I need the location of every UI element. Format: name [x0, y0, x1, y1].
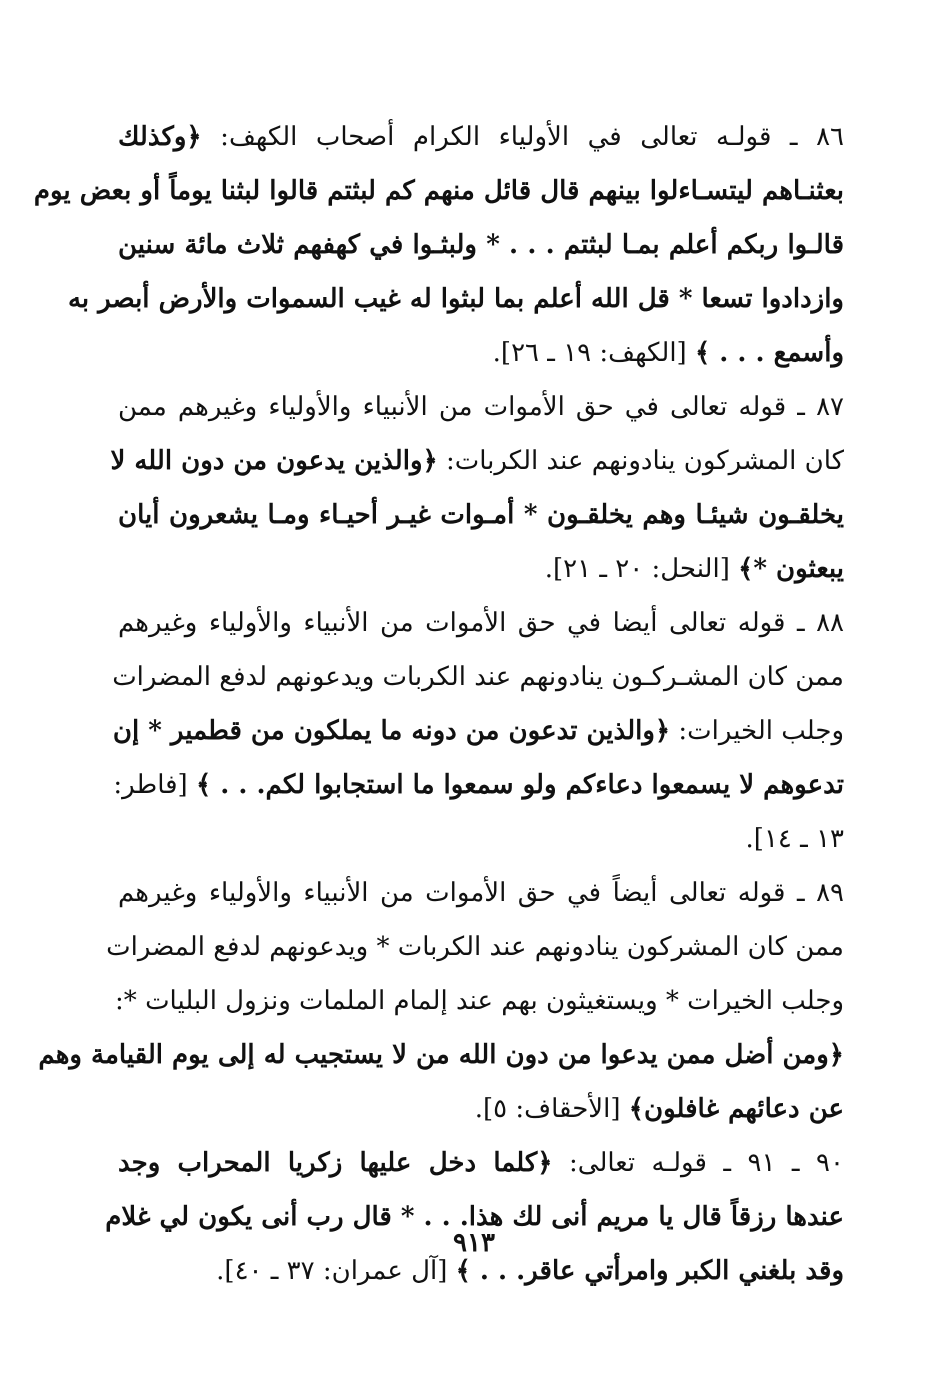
text-run: ٨٦ ـ قولـه تعالى في الأولياء الكرام أصحاب الكهف:: [201, 122, 844, 152]
citation: [آل عمران: ٣٧ ـ ٤٠].: [216, 1256, 456, 1286]
text-run: ٩٠ ـ ٩١ ـ قولـه تعالى:: [552, 1148, 844, 1178]
text-run: كان المشركون ينادونهم عند الكربات:: [437, 446, 844, 476]
text-line: [118, 596, 844, 650]
text-line: [33, 164, 844, 218]
text-line: [112, 650, 844, 704]
page-body: [33, 110, 844, 1298]
quran-text: ﴿ومن أضل ممن يدعوا من دون الله من لا يستجيب له إلى يوم القيامة وهم: [38, 1040, 844, 1070]
page-number: ٩١٣: [453, 1228, 495, 1258]
text-line: [118, 812, 844, 866]
text-line: [110, 434, 844, 488]
quran-text: ﴿والذين يدعون من دون الله لا: [110, 446, 438, 476]
text-run: ممن كان المشركون ينادونهم عند الكربات * ويدعونهم لدفع المضرات: [106, 932, 844, 962]
text-line: [38, 1028, 844, 1082]
text-line: [118, 488, 844, 542]
text-line: [115, 974, 844, 1028]
quran-text: ﴿كلما دخل عليها زكريا المحراب وجد: [118, 1148, 553, 1178]
quran-text: يخلقـون شيئـا وهم يخلقـون * أمـوات غيـر أحيـاء ومـا يشعرون أيان: [118, 500, 844, 530]
quran-text: ﴿وكذلك: [118, 122, 202, 152]
quran-text: قالـوا ربكم أعلم بمـا لبثتم . . . * ولبثـوا في كهفهم ثلاث مائة سنين: [118, 230, 844, 260]
text-line: [118, 380, 844, 434]
text-run: ٨٧ ـ قوله تعالى في حق الأموات من الأنبياء والأولياء وغيرهم ممن: [118, 392, 844, 422]
text-line: [67, 272, 844, 326]
text-line: [106, 920, 844, 974]
quran-text: وقد بلغني الكبر وامرأتي عاقر. . . ﴾: [455, 1256, 844, 1286]
quran-text: ﴿والذين تدعون من دونه ما يملكون من قطمير * إن: [112, 716, 671, 746]
text-run: ٨٨ ـ قوله تعالى أيضا في حق الأموات من الأنبياء والأولياء وغيرهم: [118, 608, 844, 638]
text-run: ٨٩ ـ قوله تعالى أيضاً في حق الأموات من الأنبياء والأولياء وغيرهم: [118, 878, 844, 908]
paragraph-87: [110, 380, 844, 596]
text-line: [118, 218, 844, 272]
quran-text: وازدادوا تسعا * قل الله أعلم بما لبثوا له غيب السموات والأرض أبصر به: [67, 284, 844, 314]
text-line: [118, 542, 844, 596]
text-run: وجلب الخيرات * ويستغيثون بهم عند إلمام الملمات ونزول البليات *:: [115, 986, 844, 1016]
text-line: [118, 866, 844, 920]
paragraph-89: [38, 866, 844, 1136]
text-line: [113, 758, 844, 812]
text-run: وجلب الخيرات:: [670, 716, 844, 746]
quran-text: يبعثون *﴾: [738, 554, 844, 584]
text-line: [112, 704, 844, 758]
quran-text: عن دعائهم غافلون﴾: [628, 1094, 844, 1124]
text-line: [118, 1082, 844, 1136]
quran-text: عندها رزقاً قال يا مريم أنى لك هذا. . . * قال رب أنى يكون لي غلام: [105, 1202, 844, 1232]
citation: [النحل: ٢٠ ـ ٢١].: [544, 554, 739, 584]
quran-text: بعثنـاهم ليتسـاءلوا بينهم قال قائل منهم كم لبثتم قالوا لبثنا يوماً أو بعض يوم: [33, 176, 844, 206]
quran-text: تدعوهم لا يسمعوا دعاءكم ولو سمعوا ما استجابوا لكم. . . ﴾: [195, 770, 844, 800]
text-run: ممن كان المشـركـون ينادونهم عند الكربات ويدعونهم لدفع المضرات: [112, 662, 844, 692]
citation: [فاطر:: [113, 770, 196, 800]
citation: ١٣ ـ ١٤].: [745, 824, 844, 854]
paragraph-86: [33, 110, 844, 380]
citation: [الأحقاف: ٥].: [474, 1094, 629, 1124]
text-line: [118, 326, 844, 380]
text-line: [118, 1136, 844, 1190]
paragraph-90-91: [105, 1136, 844, 1298]
text-line: [118, 110, 844, 164]
paragraph-88: [112, 596, 844, 866]
citation: [الكهف: ١٩ ـ ٢٦].: [492, 338, 695, 368]
quran-text: وأسمع . . . ﴾: [694, 338, 844, 368]
